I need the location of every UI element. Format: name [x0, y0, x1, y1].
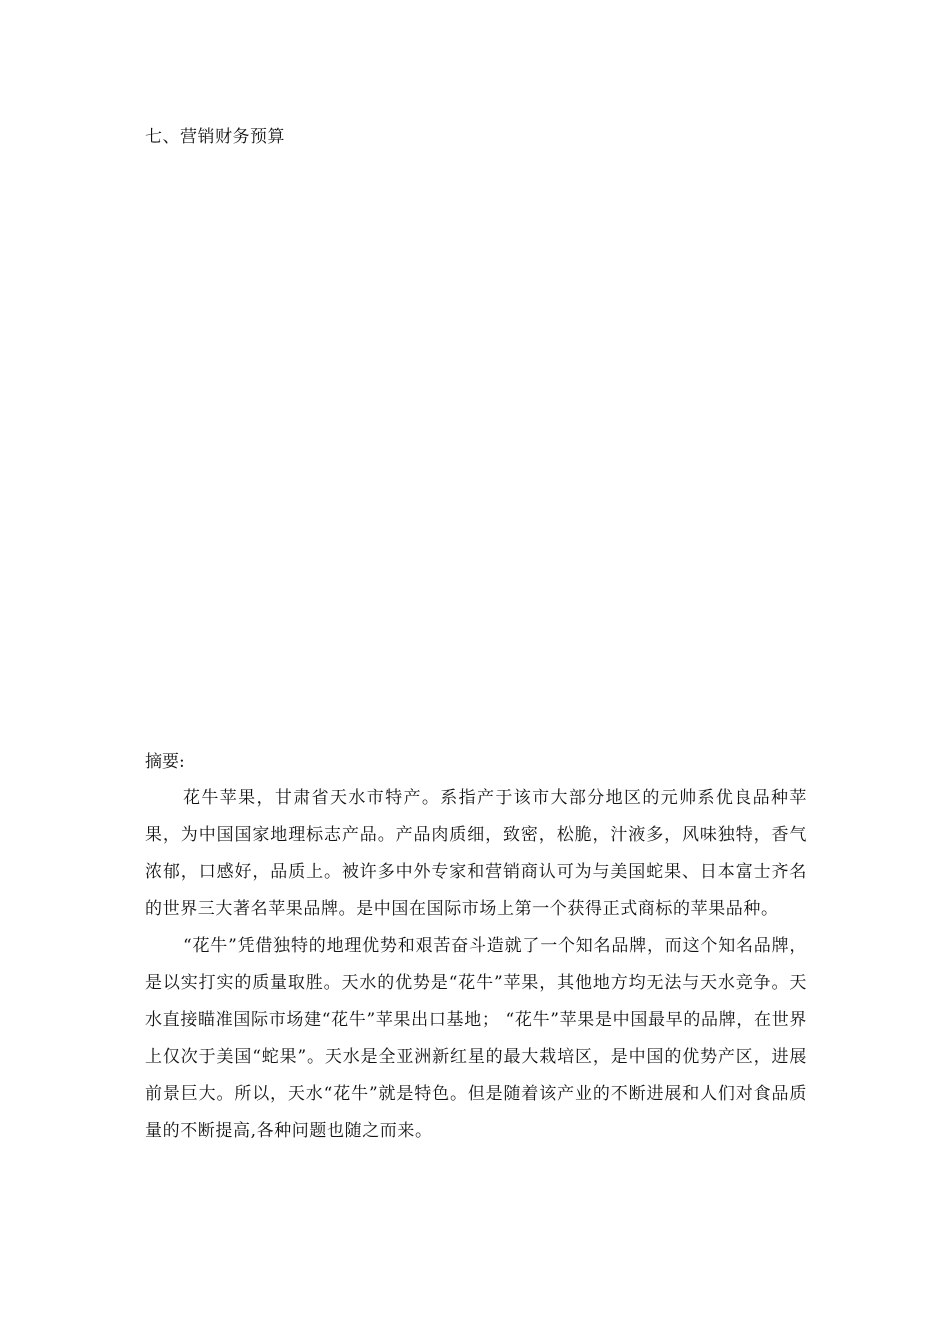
- abstract-label: 摘要:: [145, 752, 185, 772]
- section-heading: 七、营销财务预算: [145, 127, 285, 147]
- abstract-paragraph-1: 花牛苹果，甘肃省天水市特产。系指产于该市大部分地区的元帅系优良品种苹果，为中国国家地理标志产品。产品肉质细，致密，松脆，汁液多，风味独特，香气浓郁，口感好，品质上。被许多中外专家和营销商认可为与美国蛇果、日本富士齐名的世界三大著名苹果品牌。是中国在国际市场上第一个获得正式商标的苹果品种。: [145, 788, 807, 919]
- abstract-section: [145, 744, 807, 1150]
- abstract-paragraph-2: “花牛”凭借独特的地理优势和艰苦奋斗造就了一个知名品牌，而这个知名品牌，是以实打实的质量取胜。天水的优势是“花牛”苹果，其他地方均无法与天水竞争。天水直接瞄准国际市场建“花牛”苹果出口基地； “花牛”苹果是中国最早的品牌，在世界上仅次于美国“蛇果”。天水是全亚洲新红星的最大栽培区，是中国的优势产区，进展前景巨大。所以，天水“花牛”就是特色。但是随着该产业的不断进展和人们对食品质量的不断提高,各种问题也随之而来。: [145, 936, 807, 1141]
